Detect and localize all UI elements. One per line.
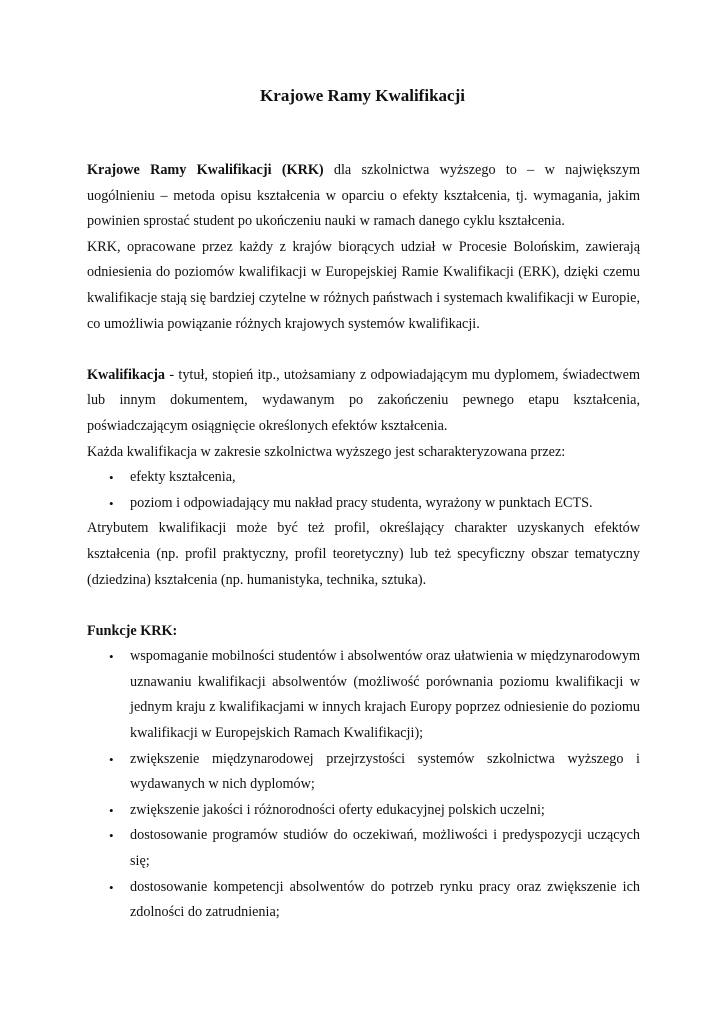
krk-definition-text: dla szkolnictwa wyższego to – w największym uogólnieniu – metoda opisu kształcenia w oparciu o efekty kształcenia, tj. wymagania, jakim powinien sprostać student po ukończeniu nauki w ramach danego cyklu kształcenia. (87, 162, 640, 230)
list-item: • zwiększenie jakości i różnorodności oferty edukacyjnej polskich uczelni; (87, 798, 640, 824)
document-title: Krajowe Ramy Kwalifikacji (260, 86, 465, 105)
bullet-icon: • (109, 751, 114, 767)
krk-functions-heading: Funkcje KRK: (87, 622, 178, 639)
krk-term: Krajowe Ramy Kwalifikacji (KRK) (87, 162, 324, 178)
list-item: • zwiększenie międzynarodowej przejrzystości systemów szkolnictwa wyższego i wydawanych w nich dyplomów; (87, 747, 640, 798)
document-body (87, 158, 640, 926)
qualification-definition-paragraph (87, 363, 640, 440)
bullet-icon: • (109, 802, 114, 818)
bullet-icon: • (109, 495, 114, 511)
list-item: • dostosowanie programów studiów do oczekiwań, możliwości i predyspozycji uczących się; (87, 823, 640, 874)
qualification-intro: Każda kwalifikacja w zakresie szkolnictwa wyższego jest scharakteryzowana przez: (87, 443, 566, 460)
bullet-icon: • (109, 470, 114, 486)
bullet-icon: • (109, 879, 114, 895)
spacer (87, 593, 640, 619)
qualification-bullet-list (87, 465, 640, 516)
list-item: • wspomaganie mobilności studentów i absolwentów oraz ułatwienia w międzynarodowym uznawaniu kwalifikacji absolwentów (możliwość porównania poziomu kwalifikacji w jednym kraju z kwalifikacjami w innych krajach Europy poprzez odniesienie do poziomu kwalifikacji w Europejskich Ramach Kwalifikacji); (87, 644, 640, 746)
krk-functions-list (87, 644, 640, 926)
krk-erk-paragraph: KRK, opracowane przez każdy z krajów biorących udział w Procesie Bolońskim, zawierają odniesienia do poziomów kwalifikacji w Europejskiej Ramie Kwalifikacji (ERK), dzięki czemu kwalifikacje stają się bardziej czytelne w różnych państwach i systemach kwalifikacji w Europie, co umożliwia powiązanie różnych krajowych systemów kwalifikacji. (87, 238, 640, 332)
list-item: • dostosowanie kompetencji absolwentów do potrzeb rynku pracy oraz zwiększenie ich zdolności do zatrudnienia; (87, 875, 640, 926)
bullet-icon: • (109, 828, 114, 844)
qualification-term: Kwalifikacja (87, 366, 166, 383)
list-item: • poziom i odpowiadający mu nakład pracy studenta, wyrażony w punktach ECTS. (87, 491, 640, 517)
qualification-definition-text: - tytuł, stopień itp., utożsamiany z odpowiadającym mu dyplomem, świadectwem lub innym dokumentem, wydawanym po zakończeniu pewnego etapu kształcenia, poświadczającym osiągnięcie określonych efektów kształcenia. (87, 366, 640, 434)
spacer (87, 337, 640, 363)
bullet-icon: • (109, 649, 114, 665)
list-item: • efekty kształcenia, (87, 465, 640, 491)
krk-definition-paragraph (87, 158, 640, 235)
qualification-attribute-paragraph: Atrybutem kwalifikacji może być też profil, określający charakter uzyskanych efektów kształcenia (np. profil praktyczny, profil teoretyczny) lub też specyficzny obszar tematyczny (dziedzina) kształcenia (np. humanistyka, technika, sztuka). (87, 520, 640, 588)
